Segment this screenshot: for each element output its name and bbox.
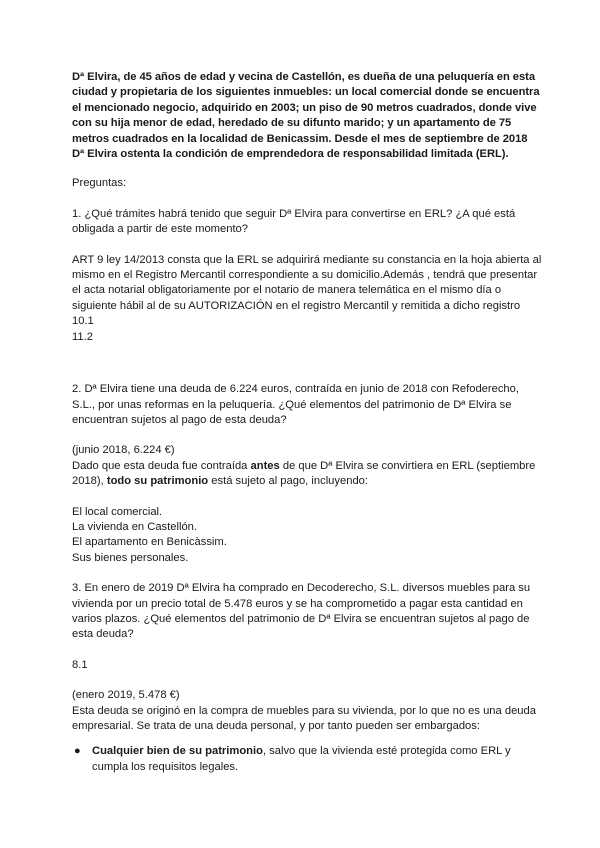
asset-item: La vivienda en Castellón. bbox=[72, 520, 198, 533]
asset-item: Sus bienes personales. bbox=[72, 551, 189, 564]
asset-item: El apartamento en Benicàssim. bbox=[72, 536, 227, 549]
answer-3-summary: (enero 2019, 5.478 €) bbox=[72, 689, 180, 702]
answer-3-ref: 8.1 bbox=[72, 658, 88, 671]
spacer bbox=[72, 566, 542, 581]
asset-item: El local comercial. bbox=[72, 505, 163, 518]
answer-3-bullet-text: , salvo que la vivienda esté protegida como ERL y cumpla los requisitos legales. bbox=[92, 745, 511, 773]
answer-2-emphasis-before: antes bbox=[250, 459, 280, 472]
spacer bbox=[72, 367, 542, 382]
answer-1: ART 9 ley 14/2013 consta que la ERL se adquirirá mediante su constancia en la hoja abierta al mismo en el Registro Mercantil correspondiente a su domicilio.Además , tendrá que presentar el acta notarial obligatoriamente por el notario de manera telemática en el mismo día o siguiente hábil al de su AUTORIZACIÓN en el registro Mercantil y remitida a dicho registro bbox=[72, 253, 542, 312]
case-intro: Dª Elvira, de 45 años de edad y vecina de Castellón, es dueña de una peluquería en esta ciudad y propietaria de los siguientes inmuebles: un local comercial donde se encuentra el mencionado negocio, adquirido en 2003; un piso de 90 metros cuadrados, donde vive con su hija menor de edad, heredado de su difunto marido; y un apartamento de 75 metros cuadrados en la localidad de Benicassim. Desde el mes de septiembre de 2018 Dª Elvira ostenta la condición de emprendedora de responsabilidad limitada (ERL). bbox=[72, 71, 540, 161]
answer-3-bullet-emphasis: Cualquier bien de su patrimonio bbox=[92, 745, 263, 758]
question-2: 2. Dª Elvira tiene una deuda de 6.224 euros, contraída en junio de 2018 con Refoderecho, S.L., por unas reformas en la peluquería. ¿Qué elementos del patrimonio de Dª Elvira se encuentran sujetos al pago de esta deuda? bbox=[72, 383, 519, 426]
question-3: 3. En enero de 2019 Dª Elvira ha comprado en Decoderecho, S.L. diversos muebles para su vivienda por un precio total de 5.478 euros y se ha comprometido a pagar esta cantidad en varios plazos. ¿Qué elementos del patrimonio de Dª Elvira se encuentran sujetos al pago de esta deuda? bbox=[72, 582, 531, 641]
spacer bbox=[72, 673, 542, 688]
bullet-icon: ● bbox=[74, 745, 81, 758]
spacer bbox=[72, 643, 542, 658]
questions-heading: Preguntas: bbox=[72, 177, 127, 190]
question-1: 1. ¿Qué trámites habrá tenido que seguir Dª Elvira para convertirse en ERL? ¿A qué está obligada a partir de este momento? bbox=[72, 207, 516, 236]
answer-1-ref-b: 11.2 bbox=[72, 330, 93, 343]
answer-3: Esta deuda se originó en la compra de muebles para su vivienda, por lo que no es una deuda empresarial. Se trata de una deuda personal, y por tanto pueden ser embargados: bbox=[72, 704, 536, 732]
spacer bbox=[72, 490, 542, 505]
answer-2-summary: (junio 2018, 6.224 €) bbox=[72, 444, 175, 457]
spacer bbox=[72, 192, 542, 207]
document-page bbox=[72, 70, 542, 775]
spacer bbox=[72, 428, 542, 443]
answer-1-ref-a: 10.1 bbox=[72, 315, 94, 328]
answer-2-text-a: Dado que esta deuda fue contraída bbox=[72, 459, 251, 472]
spacer bbox=[72, 345, 542, 367]
answer-2-emphasis-patrimony: todo su patrimonio bbox=[106, 475, 209, 488]
answer-3-list bbox=[72, 744, 542, 775]
spacer bbox=[72, 238, 542, 253]
answer-2-text-c: está sujeto al pago, incluyendo: bbox=[208, 475, 368, 488]
answer-2-text-b: de que Dª Elvira se convirtiera en ERL (septiembre 2018), bbox=[72, 459, 536, 488]
list-item bbox=[74, 744, 542, 775]
answer-2 bbox=[72, 459, 542, 490]
